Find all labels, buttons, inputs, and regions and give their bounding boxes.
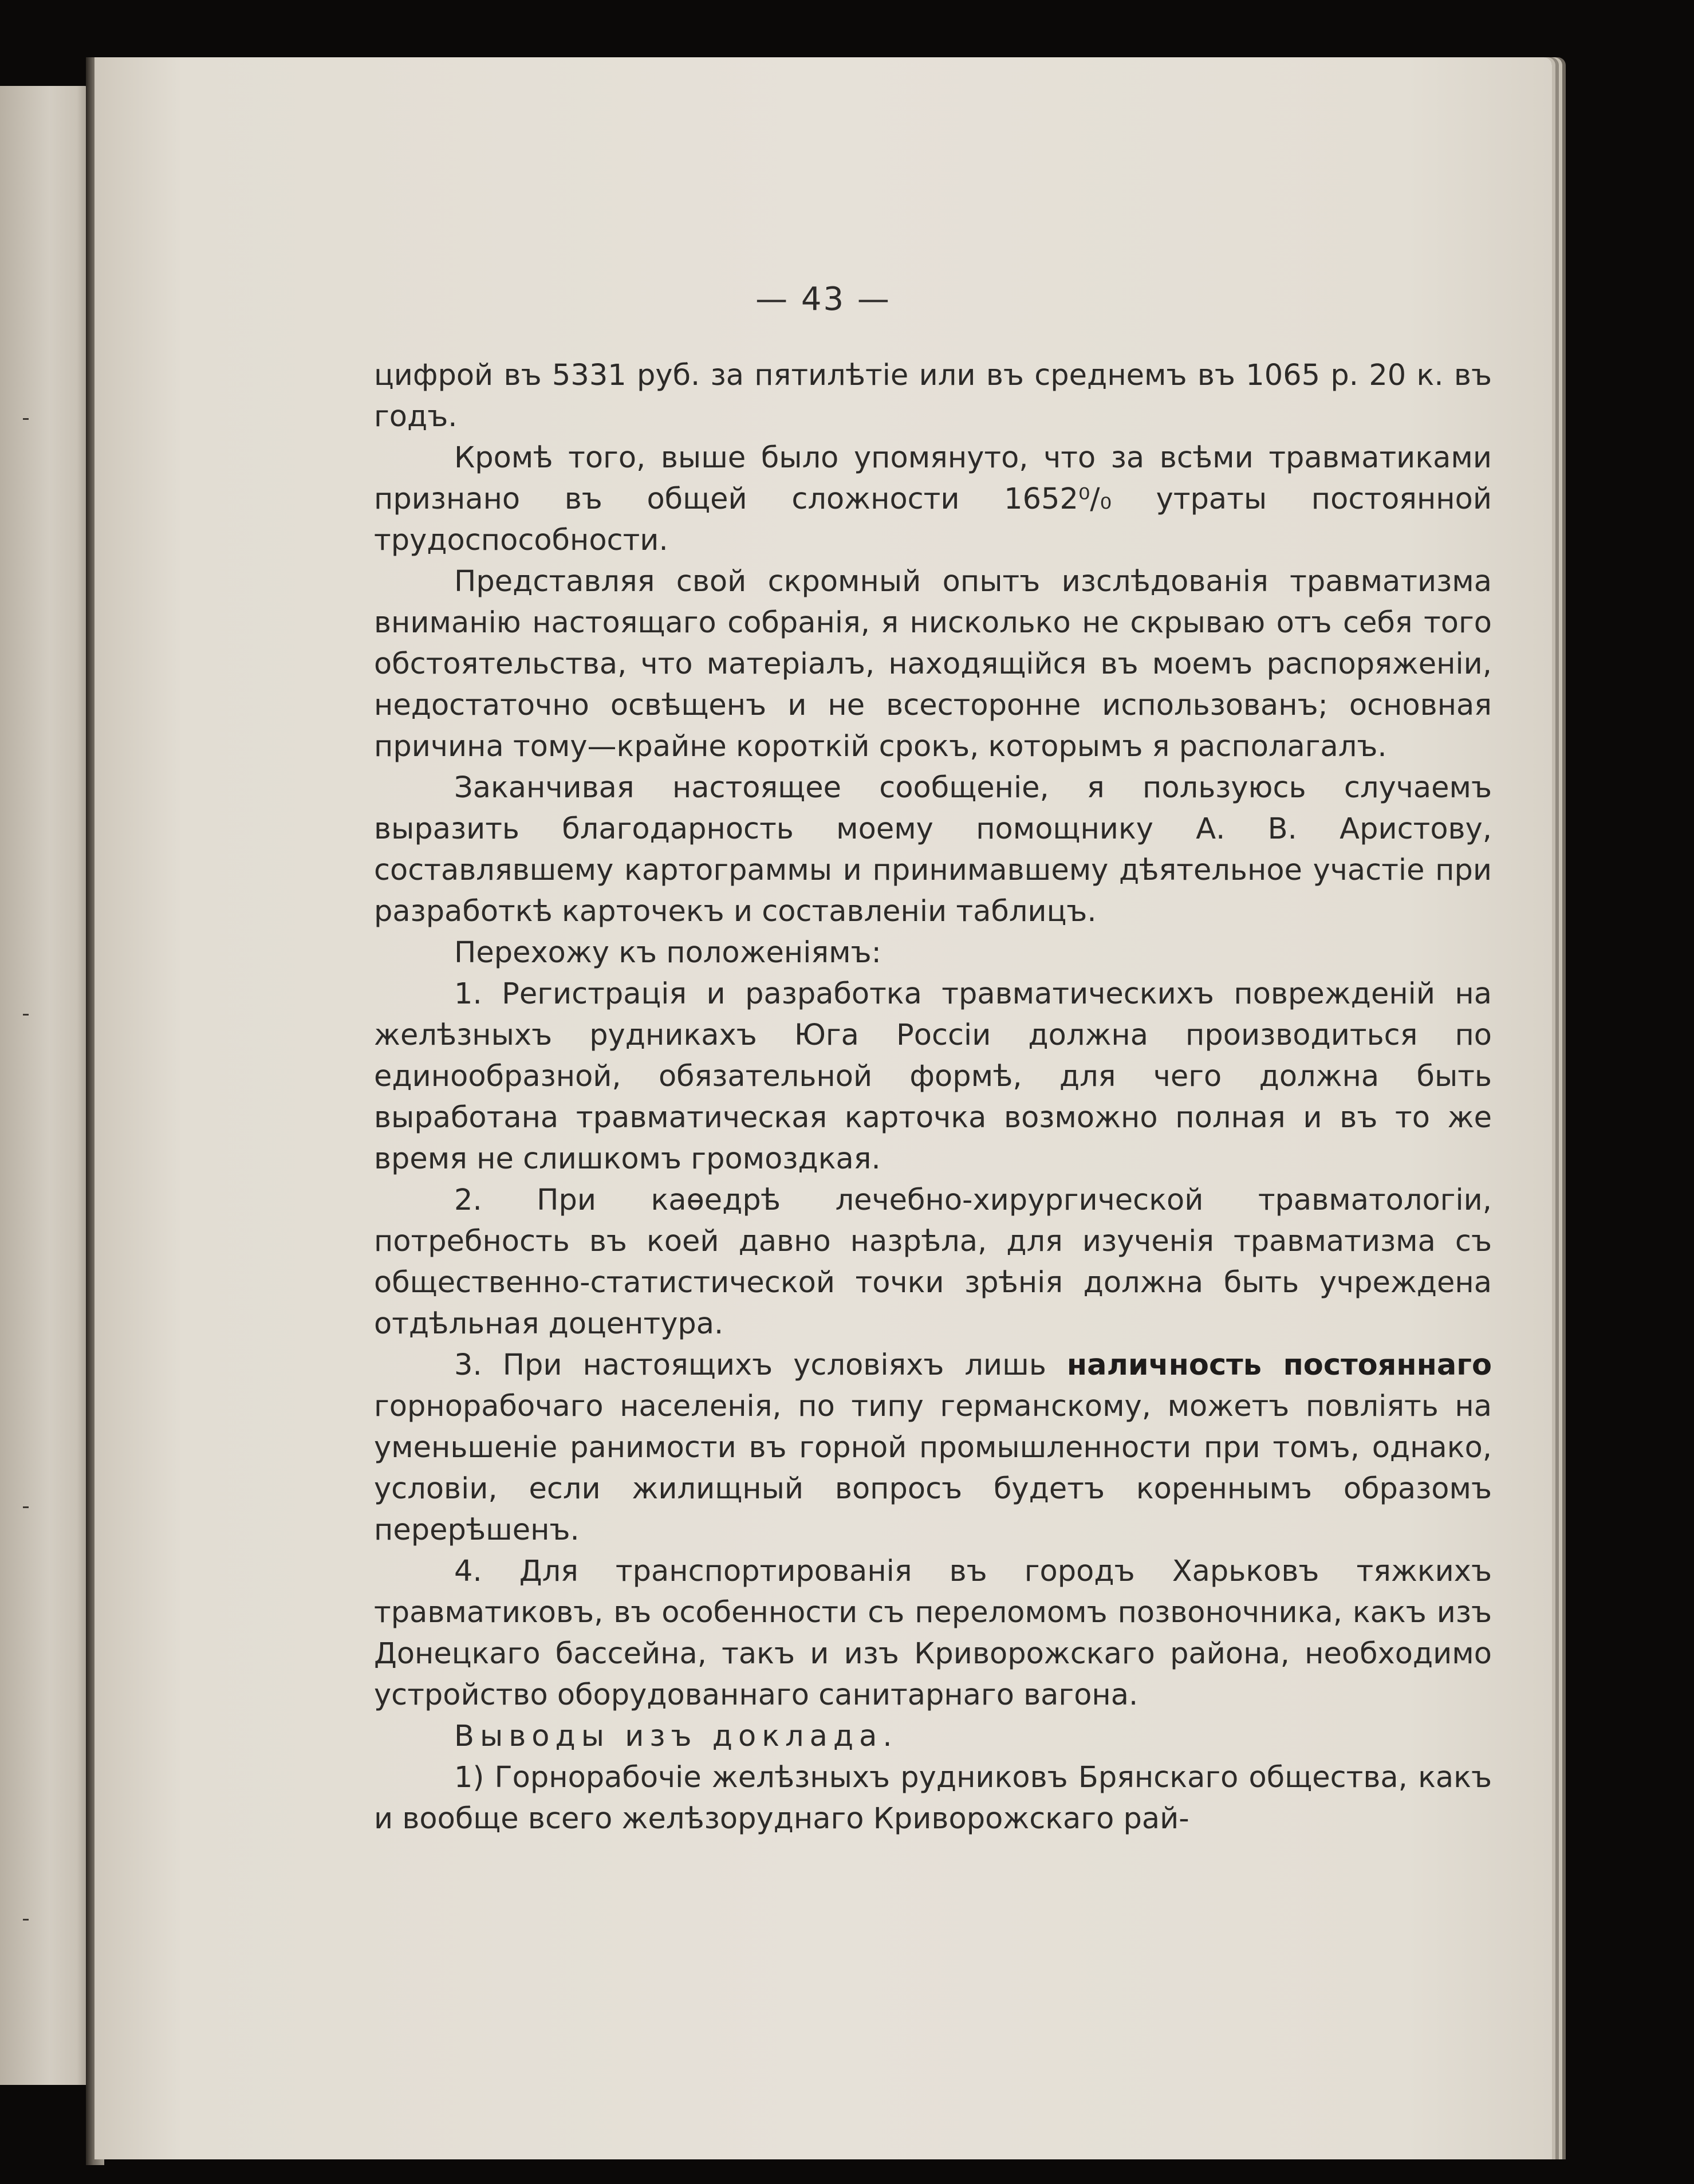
paragraph-10: 1) Горнорабочіе желѣзныхъ рудниковъ Брянскаго общества, какъ и вообще всего желѣзоруднаго Криворожскаго рай- (374, 1761, 1492, 1836)
paragraph-8-suffix: горнорабочаго населенія, по типу германскому, можетъ повліять на уменьшеніе ранимости въ горной промышленности при томъ, однако, условіи, если жилищный вопросъ будетъ кореннымъ образомъ перерѣшенъ. (374, 1390, 1492, 1547)
paragraph-8 (374, 1345, 1492, 1551)
binding-mark (23, 1919, 29, 1921)
binding-mark (23, 418, 29, 420)
paragraph-5: Перехожу къ положеніямъ: (454, 936, 881, 970)
paragraph-1: цифрой въ 5331 руб. за пятилѣтіе или въ среднемъ въ 1065 р. 20 к. въ годъ. (374, 359, 1492, 434)
binding-mark (23, 1506, 29, 1508)
section-heading: Выводы изъ доклада. (454, 1719, 898, 1753)
paragraph-8-bold: наличность постояннаго (1066, 1348, 1492, 1382)
left-page-edge (0, 86, 90, 2085)
page-body (374, 355, 1492, 1840)
paragraph-7: 2. При каѳедрѣ лечебно-хирургической травматологіи, потребность въ коей давно назрѣла, для изученія травматизма съ общественно-статистической точки зрѣнія должна быть учреждена отдѣльная доцентура. (374, 1183, 1492, 1341)
binding-mark (23, 1014, 29, 1016)
paragraph-9: 4. Для транспортированія въ городъ Харьковъ тяжкихъ травматиковъ, въ особенности съ переломомъ позвоночника, какъ изъ Донецкаго бассейна, такъ и изъ Криворожскаго района, необходимо устройство оборудованнаго санитарнаго вагона. (374, 1555, 1492, 1712)
paragraph-2: Кромѣ того, выше было упомянуто, что за всѣми травматиками признано въ общей сложности 1652⁰/₀ утраты постоянной трудоспособности. (374, 441, 1492, 557)
book-page (94, 57, 1552, 2159)
page-number: — 43 — (755, 281, 891, 318)
paragraph-3: Представляя свой скромный опытъ изслѣдованія травматизма вниманію настоящаго собранія, я нисколько не скрываю отъ себя того обстоятельства, что матеріалъ, находящійся въ моемъ распоряженіи, недостаточно освѣщенъ и не всесторонне использованъ; основная причина тому—крайне короткій срокъ, которымъ я располагалъ. (374, 565, 1492, 764)
paragraph-4: Заканчивая настоящее сообщеніе, я пользуюсь случаемъ выразить благодарность моему помощнику А. В. Аристову, составлявшему картограммы и принимавшему дѣятельное участіе при разработкѣ карточекъ и составленіи таблицъ. (374, 771, 1492, 928)
paragraph-8-prefix: 3. При настоящихъ условіяхъ лишь (454, 1348, 1067, 1382)
paragraph-6: 1. Регистрація и разработка травматическихъ поврежденій на желѣзныхъ рудникахъ Юга Россіи должна производиться по единообразной, обязательной формѣ, для чего должна быть выработана травматическая карточка возможно полная и въ то же время не слишкомъ громоздкая. (374, 977, 1492, 1176)
